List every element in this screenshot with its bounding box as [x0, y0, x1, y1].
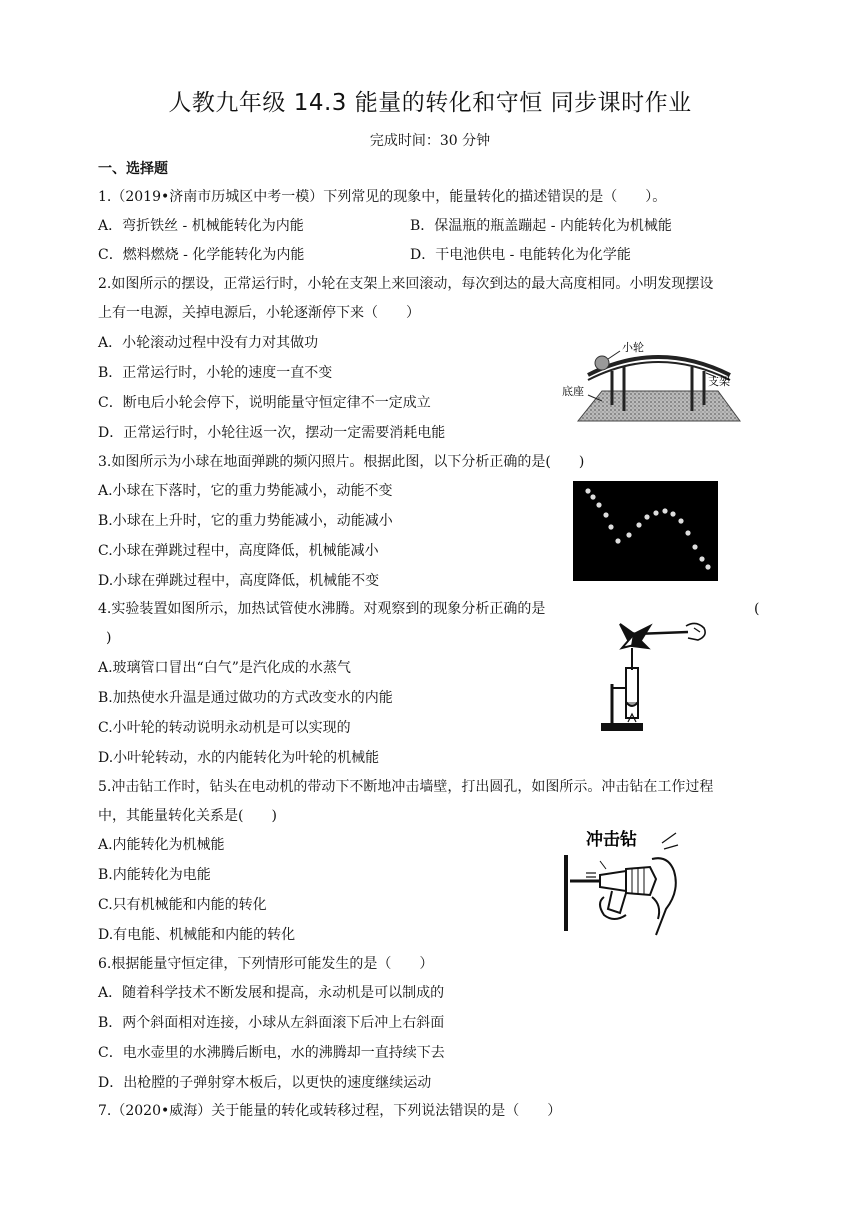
- q5-option-d: D.有电能、机械能和内能的转化: [98, 927, 296, 943]
- q3-option-c: C.小球在弹跳过程中，高度降低，机械能减小: [98, 543, 379, 559]
- wheel-stand-figure: [558, 333, 758, 433]
- q4-option-a: A.玻璃管口冒出“白气”是汽化成的水蒸气: [98, 660, 351, 676]
- q5-stem-line1: 5.冲击钻工作时，钻头在电动机的带动下不断地冲击墙壁，打出圆孔，如图所示。冲击钻在工作过程: [98, 779, 714, 795]
- q5-option-c: C.只有机械能和内能的转化: [98, 897, 267, 913]
- q1-option-d: D．干电池供电 - 电能转化为化学能: [410, 247, 631, 263]
- q3-option-b: B.小球在上升时，它的重力势能减小，动能减小: [98, 513, 393, 529]
- q5-stem-line2: 中，其能量转化关系是( ): [98, 808, 277, 824]
- wheel-label: 小轮: [622, 341, 644, 354]
- impact-drill-figure: [556, 825, 681, 937]
- q6-option-a: A．随着科学技术不断发展和提高，永动机是可以制成的: [98, 985, 445, 1001]
- q2-stem-line1: 2.如图所示的摆设，正常运行时，小轮在支架上来回滚动，每次到达的最大高度相同。小明发现摆设: [98, 276, 714, 292]
- q4-option-c: C.小叶轮的转动说明永动机是可以实现的: [98, 720, 351, 736]
- q4-paren-open: (: [754, 601, 760, 617]
- q6-option-d: D．出枪膛的子弹射穿木板后，以更快的速度继续运动: [98, 1075, 432, 1091]
- q1-option-b: B．保温瓶的瓶盖蹦起 - 内能转化为机械能: [410, 218, 672, 234]
- q2-option-c: C．断电后小轮会停下，说明能量守恒定律不一定成立: [98, 395, 431, 411]
- q5-option-b: B.内能转化为电能: [98, 867, 211, 883]
- q4-paren-close: ): [106, 630, 112, 646]
- q1-option-c: C．燃料燃烧 - 化学能转化为内能: [98, 247, 305, 263]
- base-label: 底座: [562, 385, 584, 398]
- impact-drill-label: 冲击钻: [586, 830, 637, 850]
- q1-stem: 1.（2019•济南市历城区中考一模）下列常见的现象中，能量转化的描述错误的是（ ）。: [98, 189, 667, 205]
- q7-stem: 7.（2020•威海）关于能量的转化或转移过程，下列说法错误的是（ ）: [98, 1103, 562, 1119]
- section-heading: 一、选择题: [98, 161, 168, 177]
- boiling-tube-pinwheel-figure: [598, 618, 718, 738]
- q3-stem: 3.如图所示为小球在地面弹跳的频闪照片。根据此图，以下分析正确的是( ): [98, 454, 585, 470]
- q4-option-d: D.小叶轮转动，水的内能转化为叶轮的机械能: [98, 750, 380, 766]
- q6-option-c: C．电水壶里的水沸腾后断电，水的沸腾却一直持续下去: [98, 1045, 445, 1061]
- q2-stem-line2: 上有一电源，关掉电源后，小轮逐渐停下来（ ）: [98, 305, 420, 321]
- q2-option-a: A．小轮滚动过程中没有力对其做功: [98, 335, 319, 351]
- q4-option-b: B.加热使水升温是通过做功的方式改变水的内能: [98, 690, 393, 706]
- q6-stem: 6.根据能量守恒定律，下列情形可能发生的是（ ）: [98, 956, 434, 972]
- q3-option-d: D.小球在弹跳过程中，高度降低，机械能不变: [98, 573, 380, 589]
- page-title: 人教九年级 14.3 能量的转化和守恒 同步课时作业: [168, 90, 692, 116]
- q4-stem: 4.实验装置如图所示，加热试管使水沸腾。对观察到的现象分析正确的是: [98, 601, 546, 617]
- q3-option-a: A.小球在下落时，它的重力势能减小，动能不变: [98, 483, 393, 499]
- stand-label: 支架: [708, 375, 730, 388]
- q2-option-d: D．正常运行时，小轮往返一次，摆动一定需要消耗电能: [98, 425, 446, 441]
- q2-option-b: B．正常运行时，小轮的速度一直不变: [98, 365, 333, 381]
- q1-option-a: A．弯折铁丝 - 机械能转化为内能: [98, 218, 304, 234]
- bouncing-ball-photo: [573, 481, 718, 581]
- q5-option-a: A.内能转化为机械能: [98, 837, 225, 853]
- q6-option-b: B．两个斜面相对连接，小球从左斜面滚下后冲上右斜面: [98, 1015, 445, 1031]
- completion-time: 完成时间：30 分钟: [369, 133, 491, 149]
